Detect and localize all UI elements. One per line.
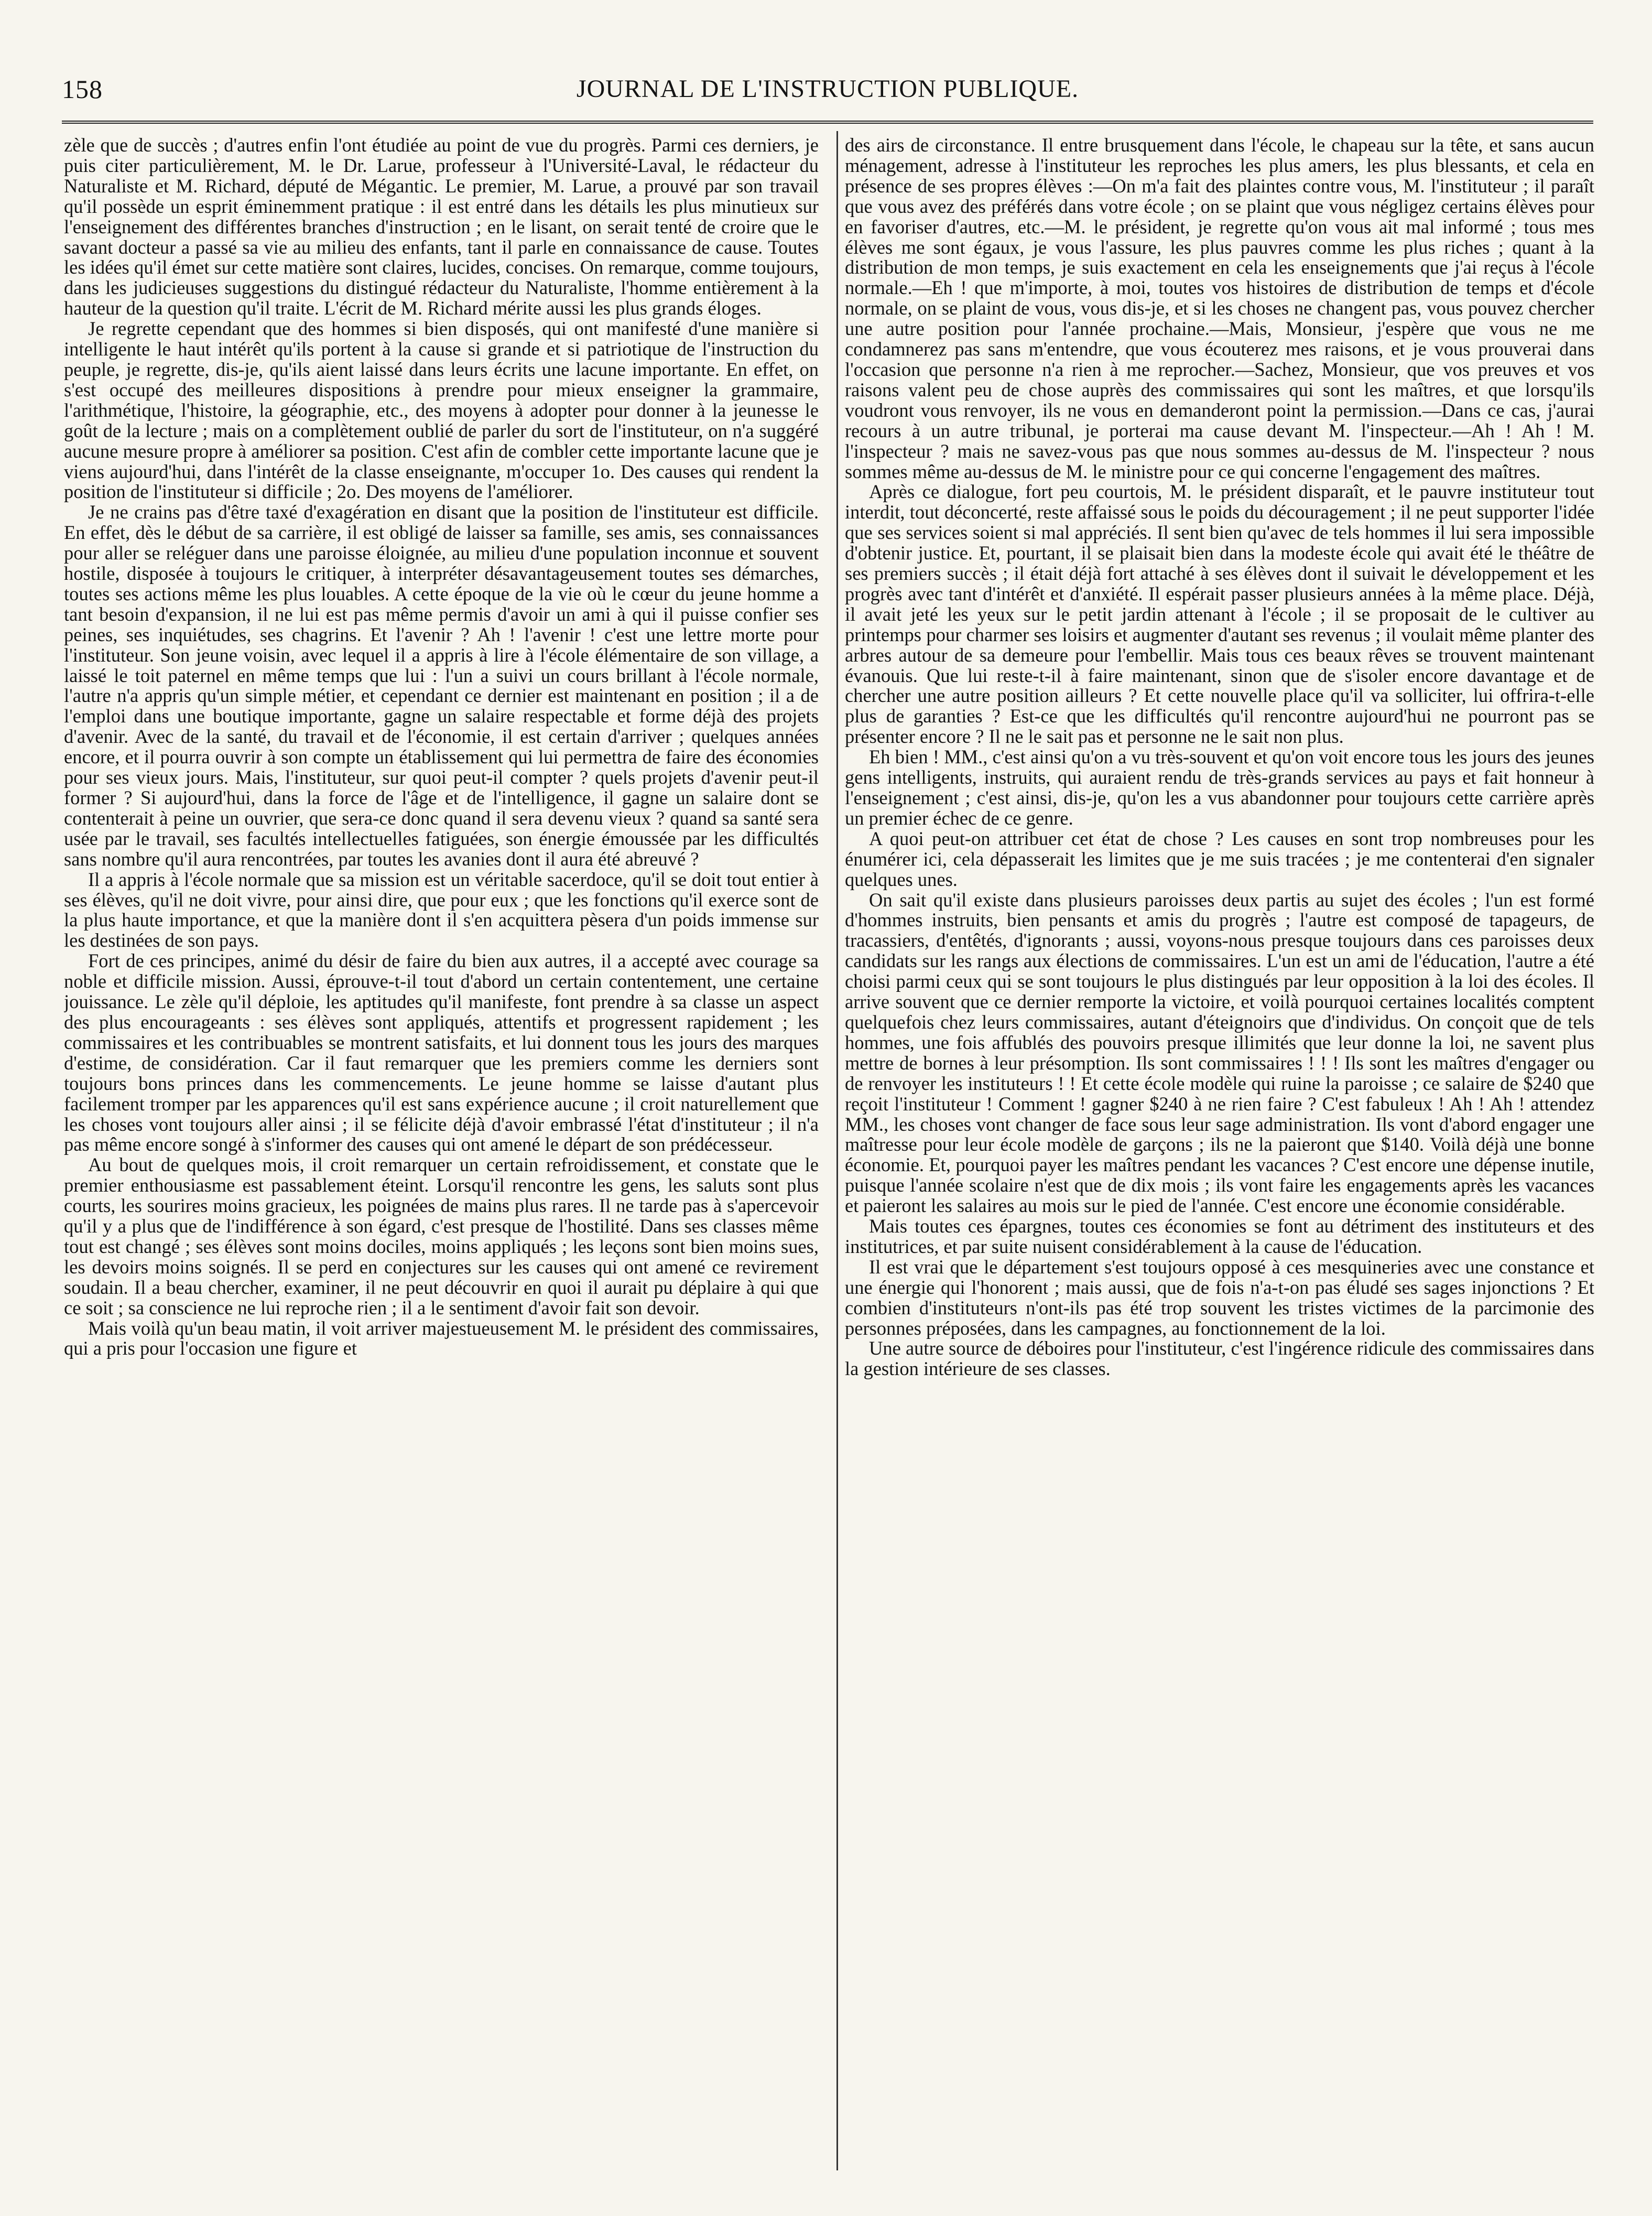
- paragraph: Je ne crains pas d'être taxé d'exagération en disant que la position de l'instituteur est difficile. En effet, dès le début de sa carrière, il est obligé de laisser sa famille, ses amis, ses connaissances pour aller se reléguer dans une paroisse éloignée, au milieu d'une population inconnue et souvent hostile, disposée à toujours le critiquer, à interpréter désavantageusement toutes ses démarches, toutes ses actions même les plus louables. A cette époque de la vie où le cœur du jeune homme a tant besoin d'expansion, il ne lui est pas même permis d'avoir un ami à qui il puisse confier ses peines, ses inquiétudes, ses chagrins. Et l'avenir ? Ah ! l'avenir ! c'est une lettre morte pour l'instituteur. Son jeune voisin, avec lequel il a appris à lire à l'école élémentaire de son village, a laissé le toit paternel en même temps que lui : l'un a suivi un cours brillant à l'école normale, l'autre n'a appris qu'un simple métier, et cependant ce dernier est maintenant en position ; il a de l'emploi dans une boutique importante, gagne un salaire respectable et forme déjà des projets d'avenir. Avec de la santé, du travail et de l'économie, il est certain d'arriver ; quelques années encore, et il pourra ouvrir à son compte un établissement qui lui permettra de faire des économies pour ses vieux jours. Mais, l'instituteur, sur quoi peut-il compter ? quels projets d'avenir peut-il former ? Si aujourd'hui, dans la force de l'âge et de l'intelligence, il gagne un salaire dont se contenterait à peine un ouvrier, que sera-ce donc quand il sera devenu vieux ? quand sa santé sera usée par le travail, ses facultés intellectuelles fatiguées, son énergie émoussée par les difficultés sans nombre qu'il aura rencontrées, par toutes les avanies dont il aura été abreuvé ?: [64, 501, 819, 870]
- page-number: 158: [62, 74, 103, 104]
- page-header: [62, 73, 1593, 111]
- paragraph: Après ce dialogue, fort peu courtois, M. le président disparaît, et le pauvre instituteur tout interdit, tout déconcerté, reste affaissé sous le poids du découragement ; il ne peut supporter l'idée que ses services soient si mal appréciés. Il sent bien qu'avec de tels hommes il lui sera impossible d'obtenir justice. Et, pourtant, il se plaisait bien dans la modeste école qui avait été le théâtre de ses premiers succès ; il était déjà fort attaché à ses élèves dont il suivait le développement et les progrès avec tant d'intérêt et d'anxiété. Il espérait passer plusieurs années à la même place. Déjà, il avait jeté les yeux sur le petit jardin attenant à l'école ; il se proposait de le cultiver au printemps pour charmer ses loisirs et augmenter d'autant ses revenus ; il voulait même planter des arbres autour de sa demeure pour l'embellir. Mais tous ces beaux rêves se trouvent maintenant évanouis. Que lui reste-t-il à faire maintenant, sinon que de s'isoler encore davantage et de chercher une autre position ailleurs ? Et cette nouvelle place qu'il va solliciter, lui offrira-t-elle plus de garanties ? Est-ce que les difficultés qu'il rencontre aujourd'hui ne pourront pas se présenter encore ? Il ne le sait pas et personne ne le sait non plus.: [845, 481, 1594, 748]
- paragraph: Eh bien ! MM., c'est ainsi qu'on a vu très-souvent et qu'on voit encore tous les jours des jeunes gens intelligents, instruits, qui auraient rendu de très-grands services au pays et fait honneur à l'enseignement ; c'est ainsi, dis-je, qu'on les a vus abandonner pour toujours cette carrière après un premier échec de ce genre.: [845, 746, 1594, 829]
- column-divider: [836, 131, 838, 2170]
- paragraph: Une autre source de déboires pour l'instituteur, c'est l'ingérence ridicule des commissaires dans la gestion intérieure de ses classes.: [845, 1337, 1594, 1380]
- paragraph: Je regrette cependant que des hommes si bien disposés, qui ont manifesté d'une manière si intelligente le haut intérêt qu'ils portent à la cause si grande et si patriotique de l'instruction du peuple, je regrette, dis-je, qu'ils aient laissé dans leurs écrits une lacune importante. En effet, on s'est occupé des meilleures dispositions à prendre pour mieux enseigner la grammaire, l'arithmétique, l'histoire, la géographie, etc., des moyens à adopter pour donner à la jeunesse le goût de la lecture ; mais on a complètement oublié de parler du sort de l'instituteur, on n'a suggéré aucune mesure propre à améliorer sa position. C'est afin de combler cette importante lacune que je viens aujourd'hui, dans l'intérêt de la classe enseignante, m'occuper 1o. Des causes qui rendent la position de l'instituteur si difficile ; 2o. Des moyens de l'améliorer.: [64, 318, 819, 503]
- paragraph: A quoi peut-on attribuer cet état de chose ? Les causes en sont trop nombreuses pour les énumérer ici, cela dépasserait les limites que je me suis tracées ; je me contenterai d'en signaler quelques unes.: [845, 827, 1594, 890]
- paragraph: Il a appris à l'école normale que sa mission est un véritable sacerdoce, qu'il se doit tout entier à ses élèves, qu'il ne doit vivre, pour ainsi dire, que pour eux ; que les fonctions qu'il exerce sont de la plus haute importance, et que la manière dont il s'en acquittera pèsera d'un poids immense sur les destinées de son pays.: [64, 868, 819, 952]
- paragraph: Fort de ces principes, animé du désir de faire du bien aux autres, il a accepté avec courage sa noble et difficile mission. Aussi, éprouve-t-il tout d'abord un certain contentement, une certaine jouissance. Le zèle qu'il déploie, les aptitudes qu'il manifeste, font prendre à sa classe un aspect des plus encourageants : ses élèves sont appliqués, attentifs et progressent rapidement ; les commissaires et les contribuables se montrent satisfaits, et lui donnent tous les jours des marques d'estime, de considération. Car il faut remarquer que les premiers comme les derniers sont toujours bons princes dans les commencements. Le jeune homme se laisse d'autant plus facilement tromper par les apparences qu'il est sans expérience aucune ; il croit naturellement que les choses vont toujours aller ainsi ; il se félicite déjà d'avoir embrassé l'état d'instituteur ; il n'a pas même encore songé à s'informer des causes qui ont amené le départ de son prédécesseur.: [64, 950, 819, 1155]
- paragraph: des airs de circonstance. Il entre brusquement dans l'école, le chapeau sur la tête, et sans aucun ménagement, adresse à l'instituteur les reproches les plus amers, les plus blessants, et cela en présence de ses propres élèves :—On m'a fait des plaintes contre vous, M. l'instituteur ; il paraît que vous avez des préférés dans votre école ; on se plaint que vous négligez certains élèves pour en favoriser d'autres, etc.—M. le président, je regrette qu'on vous ait mal informé ; tous mes élèves me sont égaux, je vous l'assure, les plus pauvres comme les plus riches ; quant à la distribution de mon temps, je suis exactement en cela les enseignements que j'ai reçus à l'école normale.—Eh ! que m'importe, à moi, toutes vos histoires de distribution de temps et d'école normale, on se plaint de vous, vous dis-je, et si les choses ne changent pas, vous pouvez chercher une autre position pour l'année prochaine.—Mais, Monsieur, j'espère que vous ne me condamnerez pas sans m'entendre, que vous écouterez mes raisons, et je vous prouverai dans l'occasion que personne n'a rien à me reprocher.—Sachez, Monsieur, que vos preuves et vos raisons valent peu de chose auprès des commissaires qui sont les maîtres, et que lorsqu'ils voudront vous renvoyer, ils ne vous en demanderont point la permission.—Dans ce cas, j'aurai recours à un autre tribunal, je porterai ma cause devant M. l'inspecteur.—Ah ! Ah ! M. l'inspecteur ? mais ne savez-vous pas que nous sommes au-dessus de M. l'inspecteur ? nous sommes même au-dessus de M. le ministre pour ce qui concerne l'engagement des maîtres.: [845, 135, 1594, 482]
- paragraph: Au bout de quelques mois, il croit remarquer un certain refroidissement, et constate que le premier enthousiasme est passablement éteint. Lorsqu'il rencontre les gens, les saluts sont plus courts, les sourires moins gracieux, les poignées de mains plus rares. Il ne tarde pas à s'apercevoir qu'il y a plus que de l'indifférence à son égard, c'est presque de l'hostilité. Dans ses classes même tout est changé ; ses élèves sont moins dociles, moins appliqués ; les leçons sont bien moins sues, les devoirs moins soignés. Il se perd en conjectures sur les causes qui ont amené ce revirement soudain. Il a beau chercher, examiner, il ne peut découvrir en quoi il aurait pu déplaire à qui que ce soit ; sa conscience ne lui reproche rien ; il a le sentiment d'avoir fait son devoir.: [64, 1154, 819, 1318]
- running-title: JOURNAL DE L'INSTRUCTION PUBLIQUE.: [576, 75, 1079, 103]
- paragraph: Mais toutes ces épargnes, toutes ces économies se font au détriment des instituteurs et des institutrices, et par suite nuisent considérablement à la cause de l'éducation.: [845, 1215, 1594, 1257]
- right-column: [845, 135, 1594, 2190]
- paragraph: Mais voilà qu'un beau matin, il voit arriver majestueusement M. le président des commissaires, qui a pris pour l'occasion une figure et: [64, 1317, 819, 1359]
- paragraph: On sait qu'il existe dans plusieurs paroisses deux partis au sujet des écoles ; l'un est formé d'hommes instruits, bien pensants et amis du progrès ; l'autre est composé de tapageurs, de tracassiers, d'entêtés, d'ignorants ; aussi, voyons-nous presque toujours dans ces paroisses deux candidats sur les rangs aux élections de commissaires. L'un est un ami de l'éducation, l'autre a été choisi parmi ceux qui se sont toujours le plus distingués par leur opposition à la loi des écoles. Il arrive souvent que ce dernier remporte la victoire, et voilà pourquoi certaines localités comptent quelquefois chez leurs commissaires, autant d'éteignoirs que d'individus. On conçoit que de tels hommes, une fois affublés des pouvoirs presque illimités que leur donne la loi, ne savent plus mettre de bornes à leur présomption. Ils sont commissaires ! ! ! Ils sont les maîtres d'engager ou de renvoyer les instituteurs ! ! Et cette école modèle qui ruine la paroisse ; ce salaire de $240 que reçoit l'instituteur ! Comment ! gagner $240 à ne rien faire ? C'est fabuleux ! Ah ! Ah ! attendez MM., les choses vont changer de face sous leur sage administration. Ils vont d'abord engager une maîtresse pour leur école modèle de garçons ; ils ne la paieront que $140. Voilà déjà une bonne économie. Et, pourquoi payer les maîtres pendant les vacances ? C'est encore une dépense inutile, puisque l'année scolaire n'est que de dix mois ; ils vont faire les engagements après les vacances et paieront les salaires au mois sur le pied de l'année. C'est encore une économie considérable.: [845, 889, 1594, 1217]
- paragraph: Il est vrai que le département s'est toujours opposé à ces mesquineries avec une constance et une énergie qui l'honorent ; mais aussi, que de fois n'a-t-on pas éludé ses sages injonctions ? Et combien d'instituteurs n'ont-ils pas été trop souvent les tristes victimes de la parcimonie des personnes préposées, dans les campagnes, au fonctionnement de la loi.: [845, 1256, 1594, 1339]
- paragraph: zèle que de succès ; d'autres enfin l'ont étudiée au point de vue du progrès. Parmi ces derniers, je puis citer particulièrement, M. le Dr. Larue, professeur à l'Université-Laval, le rédacteur du Naturaliste et M. Richard, député de Mégantic. Le premier, M. Larue, a prouvé par son travail qu'il possède un esprit éminemment pratique : il est entré dans les détails les plus minutieux sur l'enseignement des différentes branches d'instruction ; en le lisant, on serait tenté de croire que le savant docteur a passé sa vie au milieu des enfants, tant il parle en connaissance de cause. Toutes les idées qu'il émet sur cette matière sont claires, lucides, concises. On remarque, comme toujours, dans les judicieuses suggestions du distingué rédacteur du Naturaliste, l'homme entièrement à la hauteur de la question qu'il traite. L'écrit de M. Richard mérite aussi les plus grands éloges.: [64, 135, 819, 319]
- header-rule: [62, 121, 1593, 124]
- left-column: [64, 135, 819, 2190]
